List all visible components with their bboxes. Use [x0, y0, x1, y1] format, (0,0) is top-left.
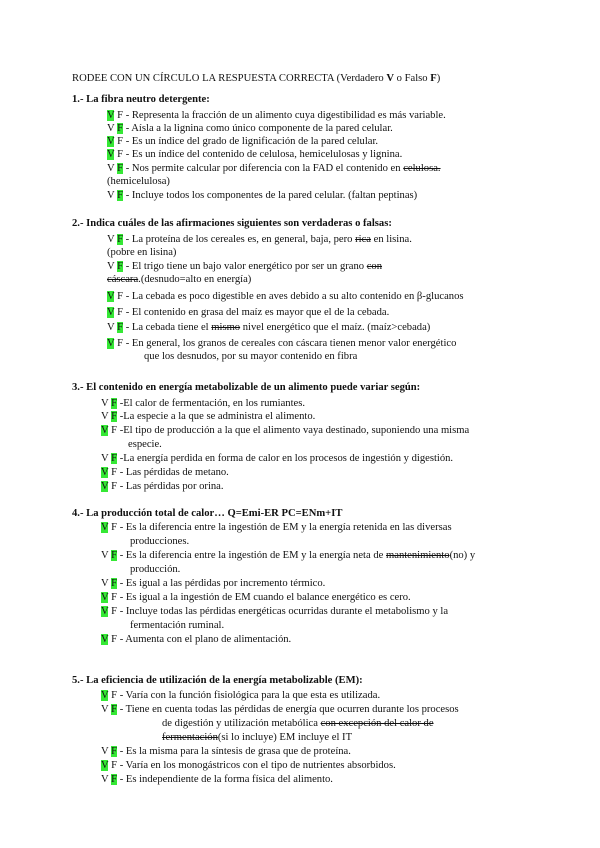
q2-item-3: V F - La cebada es poco digestible en aves debido a su alto contenido en β-glucanos — [107, 291, 464, 302]
q1-title: 1.- La fibra neutro detergente: — [72, 94, 210, 105]
q5-item-2-cont2: fermentación(si lo incluye) EM incluye el IT — [162, 732, 353, 743]
q1-item-6: V F - Incluye todos los componentes de la pared celular. (faltan peptinas) — [107, 190, 418, 201]
q1-item-2: V F - Aísla a la lignina como único componente de la pared celular. — [107, 123, 393, 134]
q2-item-2: V F - El trigo tiene un bajo valor energético por ser un grano con — [107, 261, 383, 272]
q5-item-2-cont: de digestión y utilización metabólica con excepción del calor de — [162, 718, 434, 729]
q3-title: 3.- El contenido en energía metabolizable de un alimento puede variar según: — [72, 382, 421, 393]
q1-item-3: V F - Es un índice del grado de lignificación de la pared celular. — [107, 136, 379, 147]
q2-item-6-cont: que los desnudos, por su mayor contenido en fibra — [144, 351, 358, 362]
q4-title: 4.- La producción total de calor… Q=Emi-ER PC=ENm+IT — [72, 508, 343, 519]
q4-item-5-cont: fermentación ruminal. — [130, 620, 225, 631]
q4-item-1: V F - Es la diferencia entre la ingestión de EM y la energía retenida en las diversas — [101, 522, 452, 533]
q4-item-5: V F - Incluye todas las pérdidas energéticas ocurridas durante el metabolismo y la — [101, 606, 449, 617]
q3-item-2: V F -La especie a la que se administra el alimento. — [101, 411, 316, 422]
q1-item-5-note: (hemicelulosa) — [107, 176, 170, 187]
q2-item-4: V F - El contenido en grasa del maíz es mayor que el de la cebada. — [107, 307, 390, 318]
q2-item-1-note: (pobre en lisina) — [107, 247, 177, 258]
q1-item-5: V F - Nos permite calcular por diferencia con la FAD el contenido en celulosa. — [107, 163, 441, 174]
q5-item-1: V F - Varía con la función fisiológica para la que esta es utilizada. — [101, 690, 381, 701]
q2-item-2-note: cáscara.(desnudo=alto en energía) — [107, 274, 252, 285]
q4-item-4: V F - Es igual a la ingestión de EM cuando el balance energético es cero. — [101, 592, 411, 603]
q3-item-6: V F - Las pérdidas por orina. — [101, 481, 224, 492]
q5-item-4: V F - Varía en los monogástricos con el tipo de nutrientes absorbidos. — [101, 760, 396, 771]
q4-item-2-cont: producción. — [130, 564, 181, 575]
q1-item-4: V F - Es un índice del contenido de celulosa, hemicelulosas y lignina. — [107, 149, 403, 160]
q4-item-3: V F - Es igual a las pérdidas por incremento térmico. — [101, 578, 326, 589]
q4-item-2: V F - Es la diferencia entre la ingestión de EM y la energía neta de mantenimiento(no) y — [101, 550, 476, 561]
q2-item-6: V F - En general, los granos de cereales con cáscara tienen menor valor energético — [107, 338, 457, 349]
q5-item-2: V F - Tiene en cuenta todas las pérdidas de energía que ocurren durante los procesos — [101, 704, 459, 715]
q5-item-5: V F - Es independiente de la forma física del alimento. — [101, 774, 333, 785]
q3-item-3: V F -El tipo de producción a la que el alimento vaya destinado, suponiendo una misma — [101, 425, 470, 436]
q1-item-1: V F - Representa la fracción de un alimento cuya digestibilidad es más variable. — [107, 110, 446, 121]
page-title: RODEE CON UN CÍRCULO LA RESPUESTA CORRECTA (Verdadero V o Falso F) — [72, 73, 441, 84]
q4-item-1-cont: producciones. — [130, 536, 190, 547]
q3-item-3-cont: especie. — [128, 439, 162, 450]
q5-title: 5.- La eficiencia de utilización de la energía metabolizable (EM): — [72, 675, 363, 686]
q2-title: 2.- Indica cuáles de las afirmaciones siguientes son verdaderas o falsas: — [72, 218, 392, 229]
q2-item-5: V F - La cebada tiene el mismo nivel energético que el maíz. (maíz>cebada) — [107, 322, 431, 333]
q3-item-4: V F -La energía perdida en forma de calor en los procesos de ingestión y digestión. — [101, 453, 454, 464]
q3-item-5: V F - Las pérdidas de metano. — [101, 467, 229, 478]
q2-item-1: V F - La proteína de los cereales es, en general, baja, pero rica en lisina. — [107, 234, 412, 245]
q4-item-6: V F - Aumenta con el plano de alimentación. — [101, 634, 292, 645]
q3-item-1: V F -El calor de fermentación, en los rumiantes. — [101, 398, 306, 409]
q5-item-3: V F - Es la misma para la síntesis de grasa que de proteína. — [101, 746, 351, 757]
